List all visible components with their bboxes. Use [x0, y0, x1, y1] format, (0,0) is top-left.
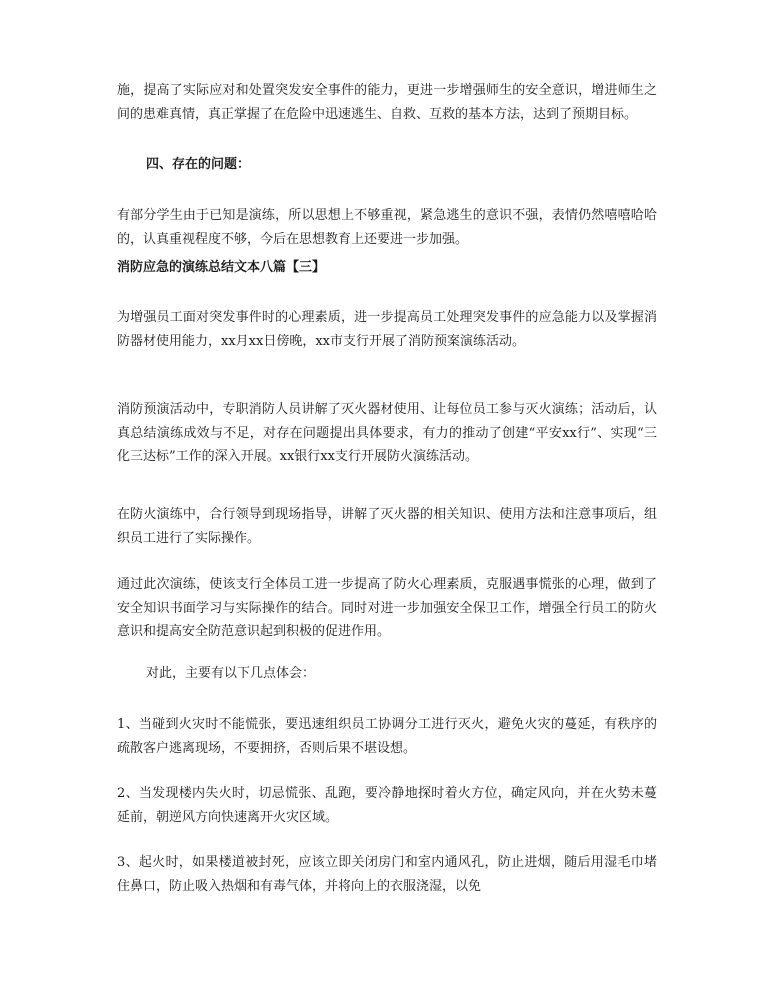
paragraph-drill: 在防火演练中，合行领导到现场指导，讲解了灭火器的相关知识、使用方法和注意事项后，组织员工进行了实际操作。 — [117, 507, 657, 546]
paragraph-intro-continuation: 施，提高了实际应对和处置突发安全事件的能力，更进一步增强师生的安全意识，增进师生之间的患难真情，真正掌握了在危险中迅速逃生、自救、互救的基本方法，达到了预期目标。 — [117, 83, 657, 122]
list-item-lesson-3: 3、起火时，如果楼道被封死，应该立即关闭房门和室内通风孔，防止进烟，随后用湿毛巾堵住鼻口，防止吸入热烟和有毒气体，并将向上的衣服浇湿，以免 — [117, 855, 657, 894]
paragraph-problems: 有部分学生由于已知是演练，所以思想上不够重视，紧急逃生的意识不强，表情仍然嘻嘻哈哈的，认真重视程度不够，今后在思想教育上还要进一步加强。 — [117, 208, 657, 247]
list-item-lesson-1: 1、当碰到火灾时不能慌张，要迅速组织员工协调分工进行灭火，避免火灾的蔓延，有秩序的疏散客户逃离现场，不要拥挤，否则后果不堪设想。 — [117, 717, 657, 756]
paragraph-outcome: 通过此次演练，使该支行全体员工进一步提高了防火心理素质，克服遇事慌张的心理，做到了安全知识书面学习与实际操作的结合。同时对进一步加强安全保卫工作，增强全行员工的防火意识和提高安全防范意识起到积极的促进作用。 — [117, 577, 657, 639]
paragraph-lessons-intro: 对此，主要有以下几点体会： — [146, 666, 316, 681]
article-heading-three: 消防应急的演练总结文本八篇【三】 — [117, 260, 326, 275]
paragraph-purpose: 为增强员工面对突发事件时的心理素质，进一步提高员工处理突发事件的应急能力以及掌握消防器材使用能力，xx月xx日傍晚，xx市支行开展了消防预案演练活动。 — [117, 310, 657, 349]
list-item-lesson-2: 2、当发现楼内失火时，切忌慌张、乱跑，要冷静地探时着火方位，确定风向，并在火势未蔓延前，朝逆风方向快速离开火灾区域。 — [117, 786, 657, 825]
section-heading-problems: 四、存在的问题： — [146, 157, 251, 172]
paragraph-activity: 消防预演活动中，专职消防人员讲解了灭火器材使用、让每位员工参与灭火演练；活动后，认真总结演练成效与不足，对存在问题提出具体要求，有力的推动了创建“平安xx行”、实现“三化三达标”工作的深入开展。xx银行xx支行开展防火演练活动。 — [117, 402, 657, 464]
